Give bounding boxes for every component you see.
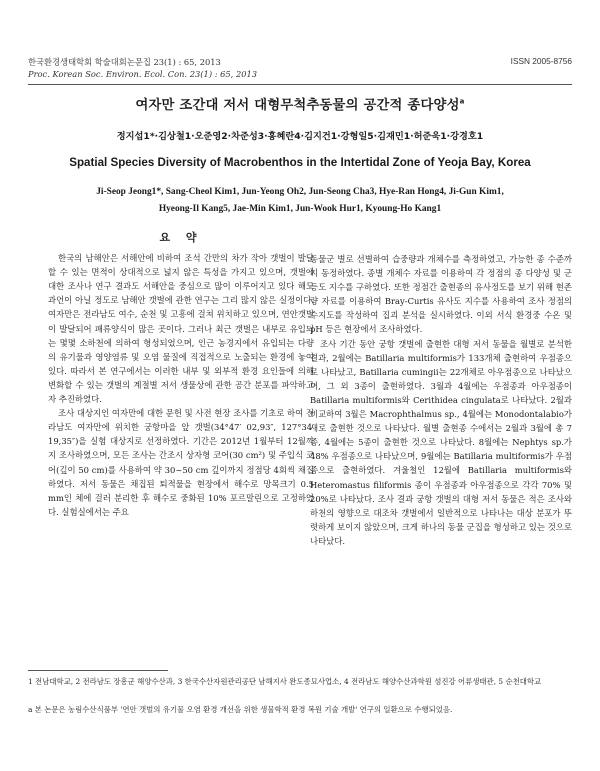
title-english: Spatial Species Diversity of Macrobenthos in the Intertidal Zone of Yeoja Bay, Korea xyxy=(69,156,531,169)
left-column xyxy=(48,231,314,519)
title-footnote-mark: a xyxy=(459,97,465,106)
abstract-paragraph-4: 조사 기간 동안 궁항 갯벌에 출현한 대형 저서 동물을 월별로 분석한 결과, 2월에는 Batillaria multiformis가 133개체 출현하여 우점종으로 나타났고, Batillaria cumingii는 22개체로 아우점종으로 나타났으며, 그 외 3종이 출현하였다. 3월과 4월에는 우점종과 아우점종이 Batillaria multiformis와 Cerithidea cingulata로 나타났다. 2월과 비교하여 3월은 Macrophthalmus sp., 4월에는 Monodontalabio가 새로 출현한 것으로 나타났다. 월별 출현종 수에서는 2월과 3월에 총 7종, 4월에는 5종이 출현한 것으로 나타났다. 8월에는 Nephtys sp.가 48% 우점종으로 나타났으며, 9월에는 Batillaria multiformis가 우점종으로 출현하였다. 겨울철인 12월에 Batillaria multiformis와 Heteromastus filiformis 종이 우점종과 아우점종으로 각각 70% 및 20%로 나타났다. 조사 결과 궁항 갯벌의 대형 저서 동물은 적은 조사와 하천의 영향으로 대조차 갯벌에서 일반적으로 나타나는 대상 분포가 뚜렷하게 보이지 않았으며, 크게 하나의 동물 군집을 형성하고 있는 것으로 나타났다. xyxy=(310,338,572,546)
authors-english-line2: Hyeong-Il Kang5, Jae-Min Kim1, Jun-Wook Hur1, Kyoung-Ho Kang1 xyxy=(158,204,442,214)
abstract-paragraph-1: 한국의 남해안은 서해안에 비하여 조석 간만의 차가 작아 갯벌이 발달할 수 있는 면적이 상대적으로 넓지 않은 특성을 가지고 있으며, 갯벌에 대한 조사나 연구 결과도 서해안을 중심으로 많이 이루어지고 있다 해도 과언이 아닐 정도로 남해안 갯벌에 관한 연구는 그리 많지 않은 실정이다. 여자만은 전라남도 여수, 순천 및 고흥에 걸쳐 위치하고 있으며, 연안갯벌이 발달되어 패류양식이 많은 곳이다. 그러나 최근 갯벌은 내부로 유입되는 몇몇 소하천에 의하여 형성되었으며, 인근 농경지에서 유입되는 다량의 유기물과 영양염류 및 오염 물질에 직접적으로 노출되는 환경에 놓여 있다. 따라서 본 연구에서는 이러한 내부 및 외부적 환경 요인들에 의해 변화할 수 있는 갯벌의 계절별 저서 생물상에 관한 공간 분포를 파악하고자 추진하였다. xyxy=(48,253,314,405)
abstract-paragraph-3: 동물군 별로 선별하여 습중량과 개체수를 측정하였고, 가능한 종 수준까지 동정하였다. 종별 개체수 자료를 이용하여 각 정점의 종 다양성 및 군등도 지수를 구하였다. 또한 정점간 출현종의 유사정도를 보기 위해 현존량 자료를 이용하여 Bray-Curtis 유사도 지수를 사용하여 조사 정점의 수지도를 작성하여 집괴 분석을 실시하였다. 이외 서식 환경중 수온 및 pH 등은 현장에서 조사하였다. xyxy=(310,254,572,335)
authors-english-line1: Ji-Seop Jeong1*, Sang-Cheol Kim1, Jun-Yeong Oh2, Jun-Seong Cha3, Hye-Ran Hong4, Ji-Gun Kim1, xyxy=(96,187,504,197)
right-column xyxy=(310,252,572,548)
footnote-rule xyxy=(28,670,168,671)
footnote-affiliations: 1 전남대학교, 2 전라남도 장흥군 해양수산과, 3 한국수산자원관리공단 남해지사 완도종묘사업소, 4 전라남도 해양수산과학원 섬진강 어류생태관, 5 순천대학교 xyxy=(28,677,542,686)
authors-english xyxy=(40,184,560,218)
authors-korean: 정지섭1*·김상철1·오준영2·차준성3·홍혜란4·김지건1·강형일5·김재민1·허준욱1·강경호1 xyxy=(116,131,484,142)
abstract-heading: 요 약 xyxy=(159,231,203,244)
header-rule xyxy=(28,84,572,85)
running-header-korean xyxy=(28,56,572,68)
issn: ISSN 2005-8756 xyxy=(510,56,572,66)
journal-korean: 한국환경생태학회 학술대회논문집 23(1) : 65, 2013 xyxy=(28,57,221,67)
title-korean-text: 여자만 조간대 저서 대형무척추동물의 공간적 종다양성 xyxy=(135,98,460,113)
abstract-paragraph-2: 조사 대상지인 여자만에 대한 문헌 및 사전 현장 조사를 기초로 하여 전라남도 여자만에 위치한 궁항마을 앞 갯벌(34°47′ 02,93″, 127°34′ 19,35″)을 실험 대상지로 선정하였다. 기간은 2012년 1월부터 12월까지 조사하였으며, 모든 조사는 간조시 상자형 코어(30 cm²) 및 주입식 코어(깊이 50 cm)를 사용하여 약 30~50 cm 깊이까지 정점당 4회씩 채집하였다. 저서 동물은 채집된 퇴적물을 현장에서 해수로 망목크기 0.5 mm인 체에 걸러 분리한 후 해수로 중화된 10% 포르말린으로 고정하였다. 실험실에서는 주요 xyxy=(48,408,314,517)
title-korean xyxy=(0,94,600,113)
running-header-english: Proc. Korean Soc. Environ. Ecol. Con. 23(1) : 65, 2013 xyxy=(28,69,258,79)
footnote-funding: a 본 논문은 농림수산식품부 '연안 갯벌의 유기물 오염 환경 개선을 위한 생물학적 환경 복원 기술 개발' 연구의 일환으로 수행되었음. xyxy=(28,705,453,714)
